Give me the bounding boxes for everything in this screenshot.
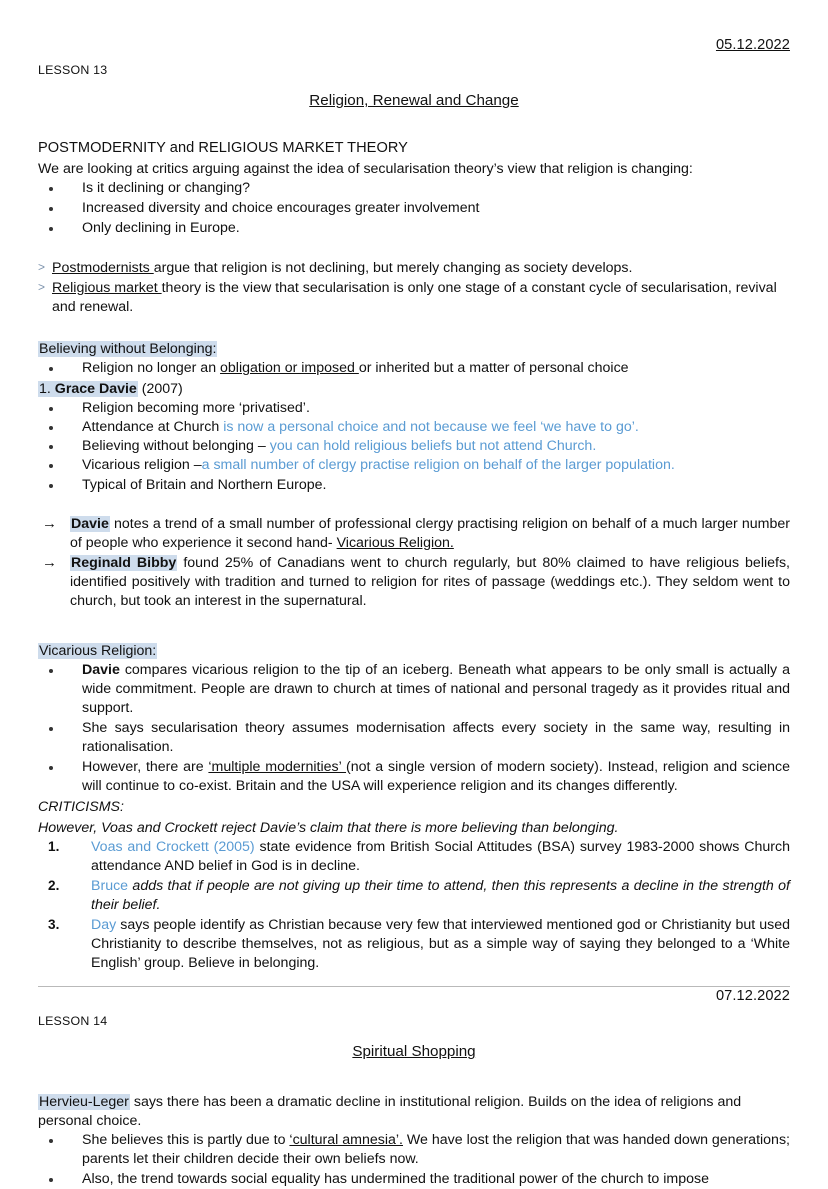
believing-bullet-post: or inherited but a matter of personal choice	[358, 360, 629, 377]
arrow-body-pre-0: notes a trend of a small number of professional clergy practising religion on behalf of a much larger number of people who experience it second hand-	[70, 515, 790, 551]
list-item	[38, 1170, 790, 1189]
arrow-name-0: Davie	[71, 515, 109, 532]
arrow-body-underlined-0: Vicarious Religion.	[336, 534, 454, 551]
hervieu-leger-highlight: Hervieu-Leger	[39, 1093, 129, 1110]
believing-bullet-underlined: obligation or imposed	[220, 360, 359, 377]
hervieu-leger-rest: says there has been a dramatic decline in institutional religion. Builds on the idea of religions and personal choice.	[38, 1093, 742, 1129]
believing-bullet-list	[38, 359, 790, 378]
l14-post-0: We have lost the religion that was handed down generations; parents let their children decide their own beliefs now.	[82, 1131, 790, 1167]
list-item	[38, 877, 790, 915]
chevron-rest-1: theory is the view that secularisation is only one stage of a constant cycle of secularisation, revival and renewal.	[52, 280, 777, 316]
list-item: Increased diversity and choice encourages greater involvement	[38, 199, 790, 218]
lesson14-label: LESSON 14	[38, 1013, 108, 1028]
hervieu-leger-paragraph	[38, 1093, 790, 1131]
list-item	[38, 437, 790, 456]
list-item	[38, 838, 790, 876]
spacer	[38, 495, 790, 515]
list-item	[38, 719, 790, 757]
l14-pre-0: She believes this is partly due to	[82, 1131, 290, 1148]
davie-bullet-black-2: Believing without belonging –	[82, 438, 270, 455]
grace-davie-bullet-list	[38, 399, 790, 494]
vicarious-heading	[38, 642, 790, 661]
grace-davie-heading	[38, 380, 790, 399]
believing-heading	[38, 340, 790, 359]
l14-pre-1: Also, the trend towards social equality has undermined the traditional power of the church to impose	[82, 1170, 709, 1187]
vicarious-post-2: (not a single version of modern society). Instead, religion and science will continue to co-exist. Britain and the USA will experience religion and its changes differently.	[82, 758, 790, 794]
lesson13-title: Religion, Renewal and Change	[309, 92, 519, 110]
criticism-lead-0: Voas and Crockett (2005)	[91, 839, 255, 855]
list-item	[38, 418, 790, 437]
davie-bullet-blue-1: is now a personal choice and not because we feel ‘we have to go’.	[223, 419, 639, 436]
l14-underlined-0: ‘cultural amnesia’.	[289, 1131, 403, 1148]
spacer	[38, 1063, 790, 1091]
lesson14-date: 07.12.2022	[715, 988, 790, 1005]
criticisms-intro: However, Voas and Crockett reject Davie’s claim that there is more believing than belonging.	[38, 819, 619, 836]
lesson13-label: LESSON 13	[38, 62, 108, 77]
spacer	[38, 239, 790, 259]
grace-davie-number: 1.	[39, 381, 55, 398]
spacer	[38, 612, 790, 640]
list-item: Only declining in Europe.	[38, 219, 790, 238]
vicarious-pre-0: compares vicarious religion to the tip of an iceberg. Beneath what appears to be only small is actually a wide commitment. People are drawn to church at times of national and personal tragedy as it provides ritual and support.	[82, 661, 790, 716]
davie-bullet-blue-3: a small number of clergy practise religion on behalf of the larger population.	[201, 457, 675, 474]
lesson14-bullet-list	[38, 1131, 790, 1189]
criticism-rest-0: state evidence from British Social Attitudes (BSA) survey 1983-2000 shows Church attendance AND belief in God is in decline.	[91, 839, 790, 875]
list-item	[38, 515, 790, 553]
arrow-list	[38, 515, 790, 611]
vicarious-bullet-list	[38, 661, 790, 796]
arrow-name-1: Reginald Bibby	[71, 554, 177, 571]
grace-davie-year: (2007)	[137, 381, 183, 398]
lesson13-date: 05.12.2022	[715, 37, 790, 53]
criticism-lead-2: Day	[91, 917, 117, 934]
criticisms-label: CRITICISMS:	[38, 798, 124, 815]
intro-paragraph: We are looking at critics arguing against the idea of secularisation theory’s view that religion is changing:	[38, 161, 693, 178]
list-item	[38, 1131, 790, 1169]
criticism-lead-1: Bruce	[91, 878, 129, 895]
postmodernity-heading: POSTMODERNITY and RELIGIOUS MARKET THEORY	[38, 139, 408, 156]
believing-heading-text: Believing without Belonging:	[39, 341, 217, 358]
davie-bullet-black-3: Vicarious religion –	[82, 457, 202, 474]
grace-davie-highlight	[38, 381, 138, 397]
criticisms-list	[38, 838, 790, 973]
vicarious-underlined-2: ‘multiple modernities’	[208, 758, 347, 775]
vicarious-pre-1: She says secularisation theory assumes modernisation affects every society in the same way, resulting in rationalisation.	[82, 719, 790, 755]
list-item	[38, 916, 790, 973]
list-item	[38, 476, 790, 495]
grace-davie-name: Grace Davie	[54, 381, 137, 398]
lesson14-date-line	[38, 987, 790, 1007]
believing-bullet-pre: Religion no longer an	[82, 360, 221, 377]
criticism-rest-2: says people identify as Christian because very few that interviewed mentioned god or Christianity but used Christianity to describe themselves, not as religious, but as a simple way of saying they belonged to a ‘White English’ group. Believe in belonging.	[91, 917, 790, 972]
spacer	[38, 318, 790, 338]
list-item	[38, 259, 790, 278]
davie-bullet-black-0: Religion becoming more ‘privatised’.	[82, 400, 310, 417]
vicarious-pre-2: However, there are	[82, 758, 209, 775]
list-item	[38, 758, 790, 796]
chevron-rest-0: argue that religion is not declining, but merely changing as society develops.	[153, 260, 633, 277]
davie-bullet-black-4: Typical of Britain and Northern Europe.	[82, 476, 327, 493]
intro-bullet-list	[38, 179, 790, 238]
chevron-list	[38, 259, 790, 317]
document-body	[38, 0, 790, 1189]
list-item	[38, 399, 790, 418]
lesson13-date-line	[38, 36, 790, 56]
list-item	[38, 279, 790, 317]
list-item	[38, 661, 790, 718]
chevron-lead-0: Postmodernists	[52, 260, 154, 277]
davie-bullet-black-1: Attendance at Church	[82, 419, 224, 436]
list-item	[38, 554, 790, 611]
davie-bullet-blue-2: you can hold religious beliefs but not attend Church.	[269, 438, 597, 455]
list-item	[38, 359, 790, 378]
arrow-body-pre-1: found 25% of Canadians went to church regularly, but 80% claimed to have religious beliefs, identified positively with tradition and turned to religion for rites of passage (weddings etc.). They seldom went to church, but took an interest in the supernatural.	[70, 554, 790, 609]
criticism-rest-1: adds that if people are not giving up their time to attend, then this represents a decline in the strength of their belief.	[91, 878, 790, 914]
lesson14-title: Spiritual Shopping	[352, 1043, 476, 1061]
list-item: Is it declining or changing?	[38, 179, 790, 198]
list-item	[38, 456, 790, 475]
vicarious-heading-text: Vicarious Religion:	[39, 642, 157, 659]
chevron-lead-1: Religious market	[52, 280, 162, 297]
vicarious-bold-0: Davie	[82, 661, 120, 678]
